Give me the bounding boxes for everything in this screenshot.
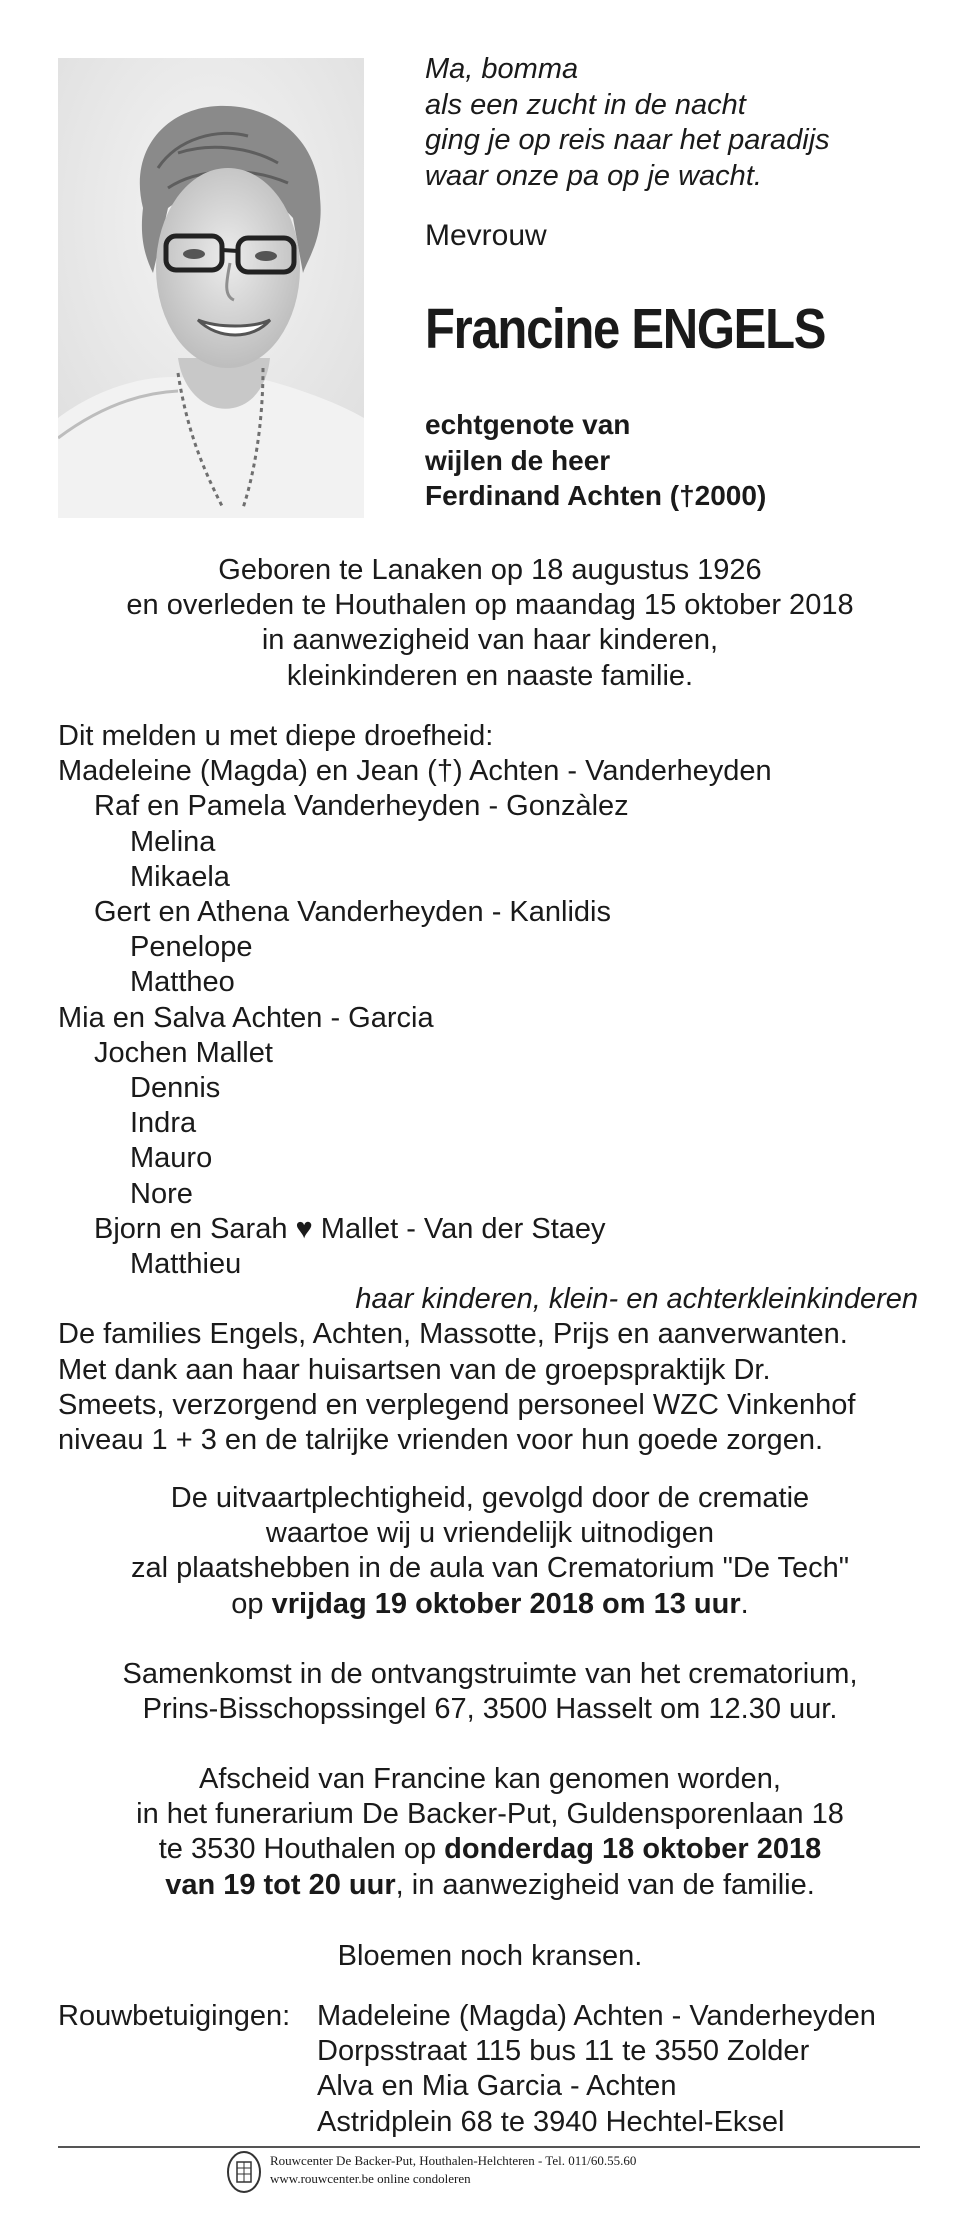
family-member: Melina (130, 825, 216, 858)
family-member: Mia en Salva Achten - Garcia (58, 1001, 434, 1034)
footer-line: Rouwcenter De Backer-Put, Houthalen-Helchteren - Tel. 011/60.55.60 (270, 2153, 637, 2168)
birth-death-line: Geboren te Lanaken op 18 augustus 1926 (218, 554, 762, 586)
thanks-line: Smeets, verzorgend en verplegend personeel WZC Vinkenhof (58, 1388, 856, 1421)
farewell-block (0, 1762, 980, 1903)
condolences-line: Dorpsstraat 115 bus 11 te 3550 Zolder (317, 2035, 810, 2068)
farewell-line: in het funerarium De Backer-Put, Guldensporenlaan 18 (136, 1798, 844, 1831)
farewell-pre: te 3530 Houthalen op (158, 1833, 445, 1866)
thanks-line: niveau 1 + 3 en de talrijke vrienden voor hun goede zorgen. (58, 1424, 824, 1457)
family-block (58, 719, 918, 1458)
poem-line: ging je op reis naar het paradijs (425, 124, 830, 156)
family-member: Dennis (130, 1072, 221, 1105)
honorific: Mevrouw (425, 219, 547, 252)
family-member: Penelope (130, 931, 253, 964)
birth-death-block (0, 553, 980, 694)
condolences-line: Madeleine (Magda) Achten - Vanderheyden (317, 2000, 876, 2032)
deceased-name: Francine ENGELS (425, 297, 826, 361)
condolences-line: Astridplein 68 te 3940 Hechtel-Eksel (317, 2105, 785, 2138)
ceremony-line: De uitvaartplechtigheid, gevolgd door de crematie (170, 1482, 810, 1514)
gathering-line: Samenkomst in de ontvangstruimte van het crematorium, (122, 1658, 858, 1690)
portrait-photo (58, 58, 364, 518)
footer-line: www.rouwcenter.be online condoleren (270, 2171, 471, 2186)
ceremony-pre: op (231, 1587, 272, 1620)
family-member: Nore (130, 1177, 193, 1210)
ceremony-date: vrijdag 19 oktober 2018 om 13 uur (271, 1587, 741, 1620)
spouse-line: echtgenote van (425, 409, 631, 440)
spouse-line: Ferdinand Achten (†2000) (425, 480, 767, 511)
family-member: Jochen Mallet (94, 1036, 273, 1069)
spouse-line: wijlen de heer (425, 444, 611, 476)
family-member: Matthieu (130, 1248, 242, 1281)
farewell-line: Afscheid van Francine kan genomen worden, (199, 1763, 781, 1795)
farewell-post: , in aanwezigheid van de familie. (395, 1868, 815, 1901)
ceremony-line: zal plaatshebben in de aula van Crematorium "De Tech" (130, 1552, 850, 1585)
poem (425, 52, 830, 194)
birth-death-line: en overleden te Houthalen op maandag 15 oktober 2018 (126, 589, 854, 622)
farewell-time: van 19 tot 20 uur (165, 1868, 396, 1901)
footer-divider (58, 2146, 920, 2148)
ceremony-block (0, 1481, 980, 1622)
thanks-line: Met dank aan haar huisartsen van de groepspraktijk Dr. (58, 1353, 771, 1386)
family-intro: Dit melden u met diepe droefheid: (58, 720, 494, 752)
farewell-date: donderdag 18 oktober 2018 (444, 1833, 822, 1866)
farewell-time-line (0, 1868, 980, 1903)
family-member: Mauro (130, 1142, 213, 1175)
family-member: Mattheo (130, 966, 235, 999)
family-summary: haar kinderen, klein- en achterkleinkinderen (355, 1283, 918, 1316)
poem-line: Ma, bomma (425, 53, 579, 85)
flowers-line: Bloemen noch kransen. (337, 1940, 643, 1972)
family-member: Mikaela (130, 860, 230, 893)
family-member: Madeleine (Magda) en Jean (†) Achten - Vanderheyden (58, 755, 772, 788)
family-member: Indra (130, 1107, 197, 1140)
ceremony-date-line (0, 1587, 980, 1622)
footer-text (270, 2152, 636, 2188)
families-line: De families Engels, Achten, Massotte, Prijs en aanverwanten. (58, 1318, 848, 1351)
ceremony-line: waartoe wij u vriendelijk uitnodigen (265, 1517, 715, 1550)
gathering-line: Prins-Bisschopssingel 67, 3500 Hasselt om 12.30 uur. (142, 1693, 838, 1726)
condolences-addresses (317, 1999, 876, 2140)
poem-line: waar onze pa op je wacht. (425, 159, 762, 192)
birth-death-line: in aanwezigheid van haar kinderen, (261, 624, 719, 657)
condolences-label: Rouwbetuigingen: (58, 2000, 291, 2032)
funeral-home-logo (225, 2150, 263, 2194)
gathering-block (0, 1657, 980, 1727)
family-member: Gert en Athena Vanderheyden - Kanlidis (94, 896, 611, 929)
farewell-date-line (0, 1832, 980, 1867)
poem-line: als een zucht in de nacht (425, 88, 746, 121)
ceremony-post: . (740, 1587, 749, 1620)
flowers-note (0, 1939, 980, 1974)
condolences-line: Alva en Mia Garcia - Achten (317, 2070, 677, 2103)
spouse-info (425, 407, 766, 514)
family-member: Bjorn en Sarah ♥ Mallet - Van der Staey (94, 1212, 606, 1245)
family-member: Raf en Pamela Vanderheyden - Gonzàlez (94, 790, 629, 823)
birth-death-line: kleinkinderen en naaste familie. (286, 659, 694, 692)
